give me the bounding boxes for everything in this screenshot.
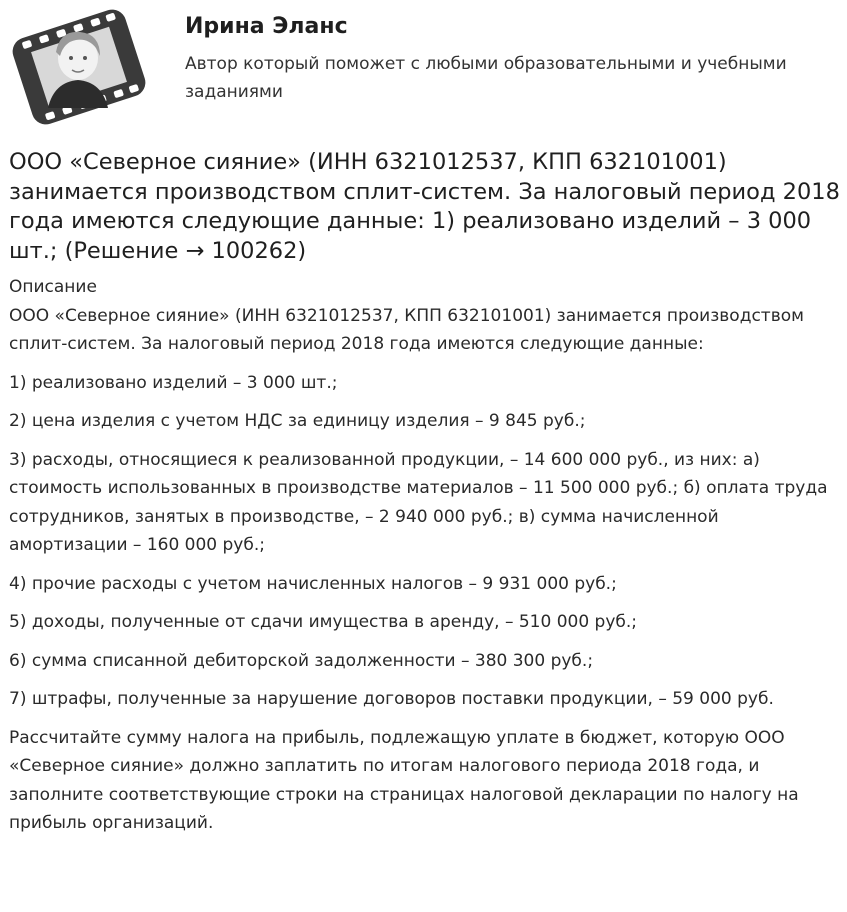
task-content <box>9 273 839 848</box>
task-paragraph: 2) цена изделия с учетом НДС за единицу изделия – 9 845 руб.; <box>9 411 586 431</box>
author-description: Автор который поможет с любыми образовательными и учебными заданиями <box>185 54 787 102</box>
task-paragraph: 4) прочие расходы с учетом начисленных налогов – 9 931 000 руб.; <box>9 573 617 594</box>
author-avatar[interactable] <box>8 8 150 126</box>
description-heading: Описание <box>9 277 97 297</box>
task-title: ООО «Северное сияние» (ИНН 6321012537, КПП 632101001) занимается производством сплит-систем. За налоговый период 2018 года имеются следующие данные: 1) реализовано изделий – 3 000 шт.; (Решение → 100262) <box>9 149 840 264</box>
task-paragraph: 7) штрафы, полученные за нарушение договоров поставки продукции, – 59 000 руб. <box>9 689 774 709</box>
author-card <box>0 0 847 135</box>
task-paragraph: 1) реализовано изделий – 3 000 шт.; <box>9 372 338 393</box>
task-paragraph: ООО «Северное сияние» (ИНН 6321012537, КПП 632101001) занимается производством сплит-систем. За налоговый период 2018 года имеются следующие данные: <box>9 305 804 354</box>
task-paragraph: Рассчитайте сумму налога на прибыль, подлежащую уплате в бюджет, которую ООО «Северное сияние» должно заплатить по итогам налогового периода 2018 года, и заполните соответствующие строки на страницах налоговой декларации по налогу на прибыль организаций. <box>9 727 799 833</box>
task-paragraph: 3) расходы, относящиеся к реализованной продукции, – 14 600 000 руб., из них: а) стоимость использованных в производстве материалов – 11 500 000 руб.; б) оплата труда сотрудников, занятых в производстве, – 2 940 000 руб.; в) сумма начисленной амортизации – 160 000 руб.; <box>9 449 828 555</box>
author-name[interactable]: Ирина Эланс <box>185 14 348 39</box>
task-paragraph: 6) сумма списанной дебиторской задолженности – 380 300 руб.; <box>9 650 594 671</box>
task-paragraph: 5) доходы, полученные от сдачи имущества в аренду, – 510 000 руб.; <box>9 612 638 632</box>
